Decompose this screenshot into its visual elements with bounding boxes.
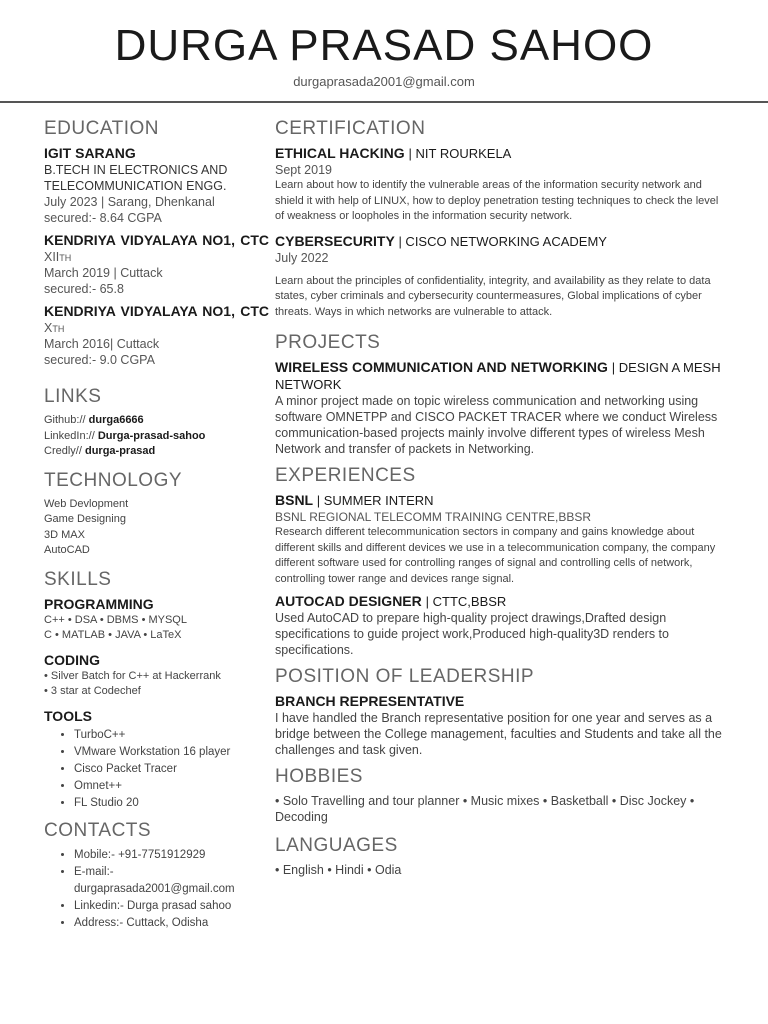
education-meta: July 2023 | Sarang, Dhenkanal (44, 195, 215, 209)
experience-title-line (275, 593, 730, 610)
education-level: XIIth (44, 250, 72, 264)
education-title: KENDRIYA VIDYALAYA NO1, CTC (44, 232, 269, 248)
education-score: secured:- 8.64 CGPA (44, 211, 162, 225)
experience-item (275, 593, 730, 658)
education-degree: B.TECH IN ELECTRONICS AND TELECOMMUNICATION ENGG. (44, 163, 228, 193)
tool-item: • Cisco Packet Tracer (74, 761, 269, 778)
programming-line: C++ • DSA • DBMS • MYSQL (44, 613, 187, 626)
education-level: Xth (44, 321, 65, 335)
link-label: LinkedIn:// (44, 429, 95, 442)
experience-item (275, 492, 730, 587)
hobbies-text: • Solo Travelling and tour planner • Music mixes • Basketball • Disc Jockey • Decoding (275, 794, 695, 824)
experience-title: BSNL (275, 492, 313, 508)
certification-item (275, 233, 730, 321)
tool-item: • Omnet++ (74, 778, 269, 795)
project-title-line (275, 359, 730, 393)
right-column (275, 118, 730, 878)
left-column (44, 118, 269, 932)
tool-item: • TurboC++ (74, 727, 269, 744)
project-desc: A minor project made on topic wireless communication and networking using software OMNETPP and CISCO PACKET TRACER where we conduct Wireless communication-based projects mainly involve different types of wireless Mesh Network and transfer of packets in Networking. (275, 394, 718, 456)
projects-heading: PROJECTS (275, 332, 381, 353)
technology-list (44, 497, 269, 559)
education-meta: March 2019 | Cuttack (44, 266, 163, 280)
header-email[interactable]: durgaprasada2001@gmail.com (293, 74, 475, 89)
contacts-list (44, 847, 269, 932)
link-value[interactable]: durga-prasad (84, 445, 156, 457)
programming-line: C • MATLAB • JAVA • LaTeX (44, 629, 182, 641)
education-heading: EDUCATION (44, 118, 159, 139)
links-list (44, 413, 269, 460)
education-meta: March 2016| Cuttack (44, 337, 160, 351)
certification-title-line (275, 145, 730, 162)
project-item (275, 359, 730, 457)
certification-org: | CISCO NETWORKING ACADEMY (398, 233, 607, 249)
certification-item (275, 145, 730, 225)
certification-desc: Learn about the principles of confidentiality, integrity, and availability as they relate to data states, cyber criminals and cybersecurity countermeasures, Global implications of cyber threats. Ways in which networks are vulnerable to attack. (275, 274, 711, 318)
hobbies-heading: HOBBIES (275, 766, 363, 787)
certification-title: CYBERSECURITY (275, 232, 395, 249)
technology-item: Web Devlopment (44, 497, 129, 510)
link-credly[interactable] (44, 444, 269, 460)
resume-header (0, 0, 768, 89)
leadership-desc: I have handled the Branch representative position for one year and serves as a bridge between the College management, faculties and Students and take all the challenges and task given. (275, 711, 722, 757)
contact-mobile[interactable]: • Mobile:- +91-7751912929 (74, 847, 269, 864)
coding-title: CODING (44, 651, 100, 668)
experience-title: AUTOCAD DESIGNER (275, 593, 422, 609)
education-item (44, 232, 269, 297)
project-org: | DESIGN A MESH NETWORK (275, 360, 721, 392)
programming-title: PROGRAMMING (44, 595, 154, 612)
education-score: secured:- 9.0 CGPA (44, 353, 155, 367)
certification-title-line (275, 233, 730, 250)
education-item (44, 145, 269, 226)
tools-list (44, 727, 269, 812)
tool-item: • VMware Workstation 16 player (74, 744, 269, 761)
header-divider (0, 101, 768, 103)
link-value[interactable]: durga6666 (88, 414, 144, 426)
leadership-title: BRANCH REPRESENTATIVE (275, 693, 465, 709)
tools-title: TOOLS (44, 707, 92, 724)
link-value[interactable]: Durga-prasad-sahoo (97, 429, 206, 442)
link-github[interactable] (44, 413, 269, 429)
certification-heading: CERTIFICATION (275, 118, 426, 139)
certification-date: July 2022 (275, 250, 329, 265)
coding-line: • 3 star at Codechef (44, 685, 141, 697)
technology-item: 3D MAX (44, 528, 85, 541)
candidate-name: DURGA PRASAD SAHOO (114, 21, 654, 70)
experience-org: | CTTC,BBSR (425, 594, 507, 609)
coding-line: • Silver Batch for C++ at Hackerrank (44, 669, 221, 682)
project-title: WIRELESS COMMUNICATION AND NETWORKING (275, 359, 608, 375)
link-linkedin[interactable] (44, 429, 269, 445)
leadership-heading: POSITION OF LEADERSHIP (275, 666, 535, 687)
experience-desc: Research different telecommunication sectors in company and gains knowledge about different skills and different devices we use in a telecommunication company, the company different software used for controlling ranges of signal and controlling cells of network, controlling tower range and devices range signal. (275, 526, 716, 585)
technology-item: Game Designing (44, 513, 126, 525)
certification-date: Sept 2019 (275, 163, 332, 177)
certification-title: ETHICAL HACKING (275, 145, 405, 161)
contact-linkedin[interactable]: • Linkedin:- Durga prasad sahoo (74, 898, 269, 915)
certification-org: | NIT ROURKELA (408, 146, 512, 161)
contacts-heading: CONTACTS (44, 819, 152, 841)
skills-heading: SKILLS (44, 568, 112, 590)
education-title: KENDRIYA VIDYALAYA NO1, CTC (44, 303, 269, 319)
contact-address: • Address:- Cuttack, Odisha (74, 915, 269, 932)
links-heading: LINKS (44, 386, 102, 407)
languages-heading: LANGUAGES (275, 835, 398, 856)
experience-title-line (275, 492, 730, 509)
experiences-heading: EXPERIENCES (275, 465, 416, 486)
tool-item: • FL Studio 20 (74, 795, 269, 812)
contact-email[interactable]: • E-mail:- durgaprasada2001@gmail.com (74, 864, 269, 898)
education-item (44, 303, 269, 368)
link-label: Github:// (44, 414, 86, 426)
certification-desc: Learn about how to identify the vulnerable areas of the information security network and shield it with help of LINUX, how to deploy penetration testing techniques to check the level of weakness or loopholes in the information security network. (275, 179, 719, 222)
experience-desc: Used AutoCAD to prepare high-quality project drawings,Drafted design specifications to guide project work,Produced high-quality3D renders to specifications. (275, 611, 669, 657)
experience-role: | SUMMER INTERN (316, 493, 434, 508)
technology-item: AutoCAD (44, 544, 90, 556)
experience-subtitle: BSNL REGIONAL TELECOMM TRAINING CENTRE,BBSR (275, 510, 592, 524)
education-title: IGIT SARANG (44, 145, 136, 161)
education-score: secured:- 65.8 (44, 282, 124, 296)
link-label: Credly// (44, 445, 82, 457)
languages-text: • English • Hindi • Odia (275, 863, 402, 877)
technology-heading: TECHNOLOGY (44, 469, 183, 491)
